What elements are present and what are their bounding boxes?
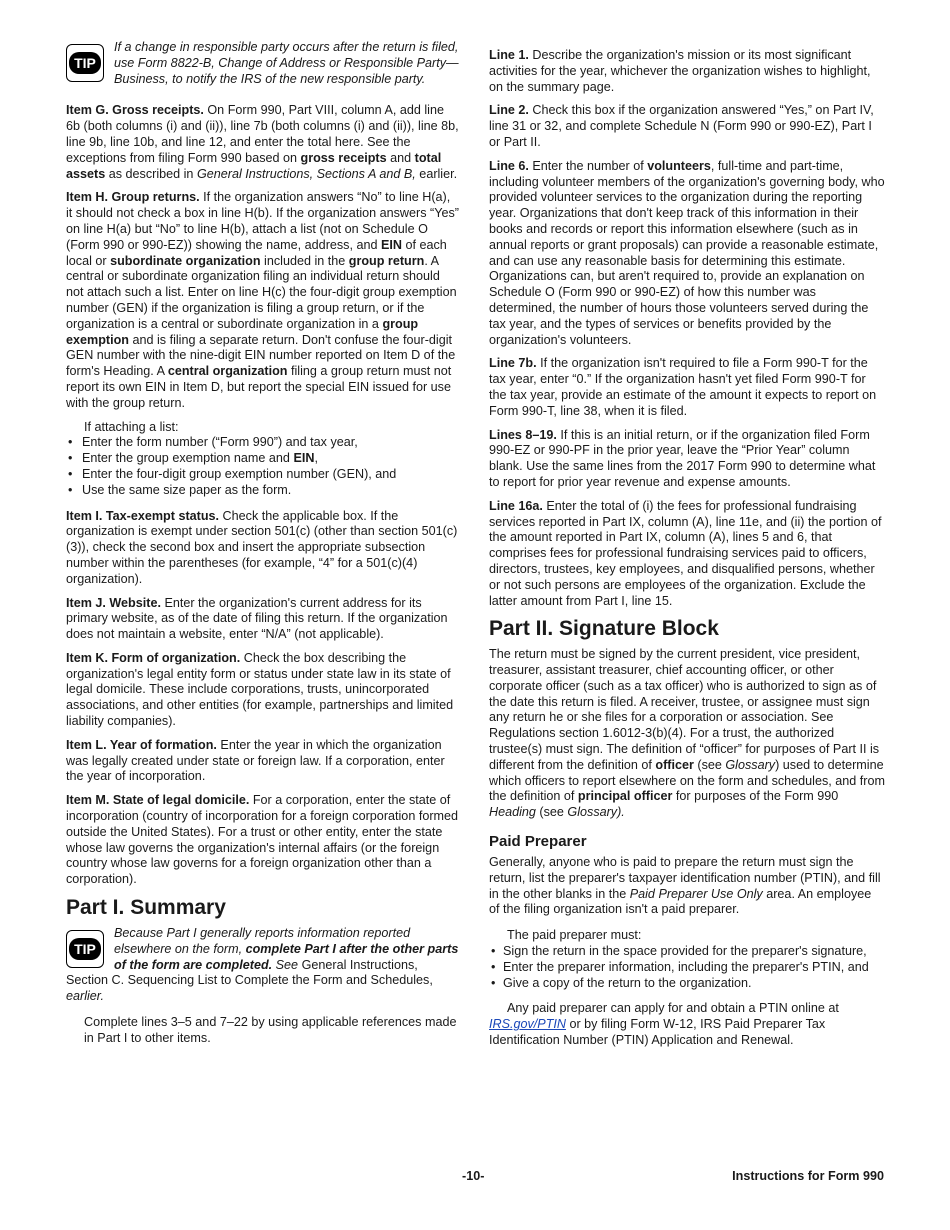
complete-lines-paragraph: Complete lines 3–5 and 7–22 by using applicable references made in Part I to other items.	[84, 1015, 457, 1045]
list-item: • Sign the return in the space provided for the preparer's signature,	[489, 944, 885, 960]
must-list	[489, 944, 885, 991]
item-g-paragraph: Item G. Gross receipts. On Form 990, Part VIII, column A, add line 6b (both columns (i) and (ii)), line 7b (both columns (i) and (ii)), line 8b, line 9b, line 10b, and line 12, and enter the total here. See the exceptions from filing Form 990 based on gross receipts and total assets as described in General Instructions, Sections A and B, earlier.	[66, 103, 459, 181]
tip-part-1: TIP Because Part I generally reports information reported elsewhere on the form, complete Part I after the other parts of the form are completed. See General Instructions, Section C. Sequencing List to Complete the Form and Schedules, earlier.	[66, 926, 459, 1004]
item-k-paragraph: Item K. Form of organization. Check the box describing the organization's legal entity form or status under state law in its state of legal domicile. These include corporations, trusts, unincorporated associations, and other entities (for example, partnerships and limited liability companies).	[66, 650, 454, 729]
line-1-paragraph: Line 1. Describe the organization's mission or its most significant activities for the year, whichever the organization wishes to highlight, on the summary page.	[489, 48, 871, 94]
attach-list	[66, 435, 460, 498]
line-16a-paragraph: Line 16a. Enter the total of (i) the fees for professional fundraising services reported in Part IX, column (A), line 11e, and (ii) the portion of the amount reported in Part IX, column (A), lines 5 and 6, that comprises fees for professional fundraising services paid to officers, directors, trustees, key employees, and disqualified persons, whether or not such persons are employees of the organization. Exclude the latter amount from Part I, line 15.	[489, 498, 882, 608]
irs-ptin-link[interactable]: IRS.gov/PTIN	[489, 1017, 566, 1032]
line-7b-paragraph: Line 7b. If the organization isn't required to file a Form 990-T for the tax year, enter “0.” If the organization hasn't yet filed Form 990-T for the tax year, provide an estimate of the amount it expects to report on Form 990-T, line 38, when it is filed.	[489, 356, 877, 418]
item-m-paragraph: Item M. State of legal domicile. For a corporation, enter the state of incorporation (country of incorporation for a foreign corporation formed outside the United States). For a trust or other entity, enter the state whose law governs the organization's internal affairs (or the foreign country whose law governs for a foreign organization other than a corporation).	[66, 793, 459, 887]
item-h-paragraph: Item H. Group returns. If the organization answers “No” to line H(a), it should not check a box in line H(b). If the organization answers “Yes” on line H(a) but “No” to line H(b), attach a list (not on Schedule O (Form 990 or 990-EZ)) showing the name, address, and EIN of each local or subordinate organization included in the group return. A central or subordinate organization filing an individual return should not attach such a list. Enter on line H(c) the four-digit group exemption number (GEN) if the organization is filing a group return, or if the organization is a central or subordinate organization in a group exemption and is filing a separate return. Don't confuse the four-digit GEN number with the nine-digit EIN number reported on Item D of the form's Heading. A central organization filing a group return must not report its own EIN in Item D, but report the special EIN issued for use with the group return.	[66, 190, 459, 410]
tip-text: If a change in responsible party occurs after the return is filed, use Form 8822-B, Change of Address or Responsible Party—Business, to notify the IRS of the new responsible party.	[114, 40, 459, 86]
list-item: • Enter the form number (“Form 990”) and tax year,	[66, 435, 460, 451]
part-2-heading: Part II. Signature Block	[489, 617, 719, 641]
attach-intro: If attaching a list:	[84, 419, 179, 434]
paid-preparer-paragraph: Generally, anyone who is paid to prepare the return must sign the return, list the preparer's taxpayer identification number (PTIN), and fill in the other blanks in the Paid Preparer Use Only area. An employee of the filing organization isn't a paid preparer.	[489, 855, 881, 917]
item-i-paragraph: Item I. Tax-exempt status. Check the applicable box. If the organization is exempt under section 501(c) (other than section 501(c)(3)), check the second box and insert the appropriate subsection number within the parentheses (for example, “4” for a 501(c)(4) organization).	[66, 508, 458, 586]
item-l-paragraph: Item L. Year of formation. Enter the year in which the organization was legally created under state or foreign law. If a corporation, enter the year of incorporation.	[66, 737, 445, 784]
list-item: • Enter the preparer information, including the preparer's PTIN, and	[489, 960, 885, 976]
tip-responsible-party	[66, 40, 460, 87]
list-item: • Enter the four-digit group exemption number (GEN), and	[66, 467, 460, 483]
ptin-paragraph: Any paid preparer can apply for and obtain a PTIN online at IRS.gov/PTIN or by filing Form W-12, IRS Paid Preparer Tax Identification Number (PTIN) Application and Renewal.	[489, 1001, 839, 1048]
right-column	[489, 48, 885, 1057]
footer-form-title: Instructions for Form 990	[732, 1169, 884, 1183]
page-number: -10-	[462, 1169, 485, 1183]
item-j-paragraph: Item J. Website. Enter the organization's current address for its primary website, as of the date of filing this return. If the organization does not maintain a website, enter “N/A” (not applicable).	[66, 595, 448, 642]
list-item: • Give a copy of the return to the organization.	[489, 976, 885, 992]
line-2-paragraph: Line 2. Check this box if the organization answered “Yes,” on Part IV, line 31 or 32, and complete Schedule N (Form 990 or 990-EZ), Part I or Part II.	[489, 103, 874, 149]
line-6-paragraph: Line 6. Enter the number of volunteers, full-time and part-time, including volunteer members of the organization's governing body, who provided volunteer services to the organization during the reporting year. Organizations that don't keep track of this information in their books and records or report this information elsewhere (such as in annual reports or grant proposals) can provide a reasonable estimate, and can use any reasonable basis for determining this estimate. Organizations can, but aren't required to, provide an explanation on Schedule O (Form 990 or 990-EZ) of how this number was determined, the number of hours those volunteers served during the tax year, and the types of services or benefits provided by the organization's volunteers.	[489, 158, 885, 347]
must-intro: The paid preparer must:	[507, 928, 642, 943]
signature-paragraph: The return must be signed by the current president, vice president, treasurer, assistant treasurer, chief accounting officer, or other corporate officer (such as a tax officer) who is authorized to sign as of the date this return is filed. A receiver, trustee, or assignee must sign any return he or she files for a corporation or association. See Regulations section 1.6012-3(b)(4). For a trust, the authorized trustee(s) must sign. The definition of “officer” for purposes of Part II is different from the definition of officer (see Glossary) used to determine which officers to report elsewhere on the form and schedules, and from the definition of principal officer for purposes of the Form 990 Heading (see Glossary).	[489, 647, 885, 820]
list-item: • Enter the group exemption name and EIN,	[66, 451, 460, 467]
part-1-heading: Part I. Summary	[66, 896, 226, 920]
paid-preparer-heading: Paid Preparer	[489, 833, 587, 851]
tip-icon: TIP	[66, 44, 104, 82]
tip-icon: TIP	[66, 930, 104, 968]
list-item: • Use the same size paper as the form.	[66, 483, 460, 499]
left-column	[66, 40, 460, 1055]
lines-8-19-paragraph: Lines 8–19. If this is an initial return, or if the organization filed Form 990-EZ or 990-PF in the prior year, leave the “Prior Year” column blank. Use the same lines from the 2017 Form 990 to determine what to report for prior year revenue and expense amounts.	[489, 427, 876, 489]
